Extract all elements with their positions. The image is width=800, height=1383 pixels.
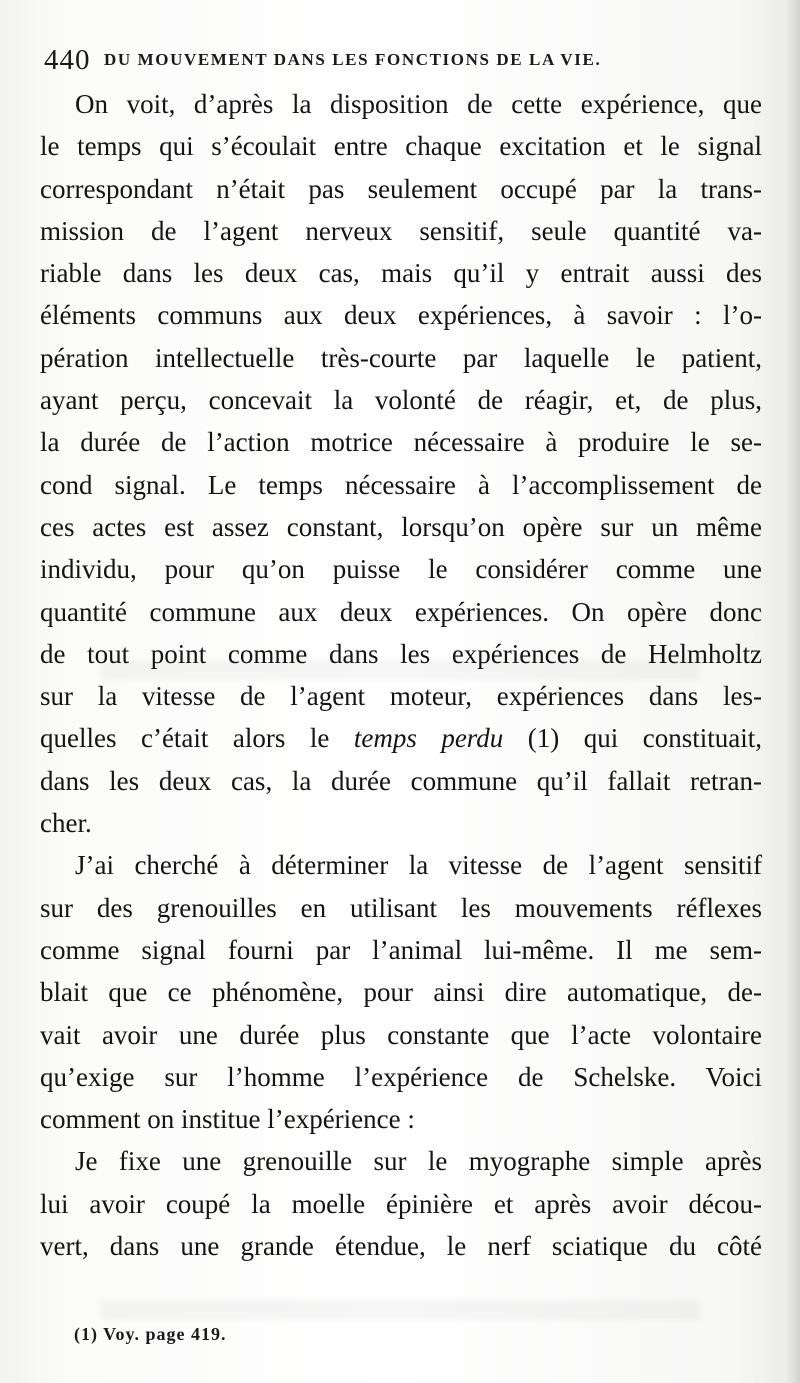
italic-term: temps perdu [353, 723, 504, 754]
text-line: comment on institue l’expérience : [40, 1104, 415, 1135]
text-line: riable dans les deux cas, mais qu’il y entrait aussi des [40, 258, 762, 289]
text-line: sur la vitesse de l’agent moteur, expériences dans les- [40, 681, 762, 712]
text-line: le temps qui s’écoulait entre chaque excitation et le signal [40, 131, 762, 162]
footnote: (1) Voy. page 419. [74, 1324, 227, 1344]
text-line: blait que ce phénomène, pour ainsi dire automatique, de- [40, 977, 762, 1008]
text-line: dans les deux cas, la durée commune qu’il fallait retran- [40, 765, 762, 796]
text-line: Je fixe une grenouille sur le myographe simple après [75, 1146, 762, 1177]
text-segment: (1) qui constituait, [503, 723, 762, 754]
text-line: ces actes est assez constant, lorsqu’on opère sur un même [40, 511, 762, 542]
text-line-with-italic [40, 717, 762, 759]
text-line: ayant perçu, concevait la volonté de réagir, et, de plus, [40, 385, 762, 416]
text-line: On voit, d’après la disposition de cette expérience, que [75, 89, 762, 119]
text-line: quantité commune aux deux expériences. On opère donc [40, 596, 762, 627]
text-line: de tout point comme dans les expériences de Helmholtz [40, 638, 762, 669]
show-through-shadow [100, 1300, 700, 1320]
text-line: comme signal fourni par l’animal lui-même. Il me sem- [40, 934, 762, 965]
running-title: DU MOUVEMENT DANS LES FONCTIONS DE LA VIE. [104, 50, 602, 69]
text-line: cond signal. Le temps nécessaire à l’accomplissement de [40, 469, 762, 500]
text-line: individu, pour qu’on puisse le considérer comme une [40, 554, 762, 585]
text-line: qu’exige sur l’homme l’expérience de Schelske. Voici [40, 1061, 762, 1092]
text-segment: quelles c’était alors le [40, 723, 354, 754]
running-head [44, 44, 744, 76]
text-line: mission de l’agent nerveux sensitif, seule quantité va- [40, 215, 762, 246]
text-line: la durée de l’action motrice nécessaire à produire le se- [40, 427, 762, 458]
text-line: pération intellectuelle très-courte par laquelle le patient, [40, 342, 762, 373]
page-number: 440 [44, 44, 91, 76]
text-line: lui avoir coupé la moelle épinière et après avoir décou- [40, 1188, 762, 1219]
text-line: correspondant n’était pas seulement occupé par la trans- [40, 173, 762, 204]
text-line: vait avoir une durée plus constante que l’acte volontaire [40, 1019, 762, 1050]
text-line: sur des grenouilles en utilisant les mouvements réflexes [40, 892, 762, 923]
text-line: vert, dans une grande étendue, le nerf sciatique du côté [40, 1231, 762, 1262]
text-line: cher. [40, 808, 92, 839]
text-line: éléments communs aux deux expériences, à savoir : l’o- [40, 300, 762, 331]
body-text [40, 83, 762, 1267]
text-line: J’ai cherché à déterminer la vitesse de l’agent sensitif [75, 850, 762, 881]
